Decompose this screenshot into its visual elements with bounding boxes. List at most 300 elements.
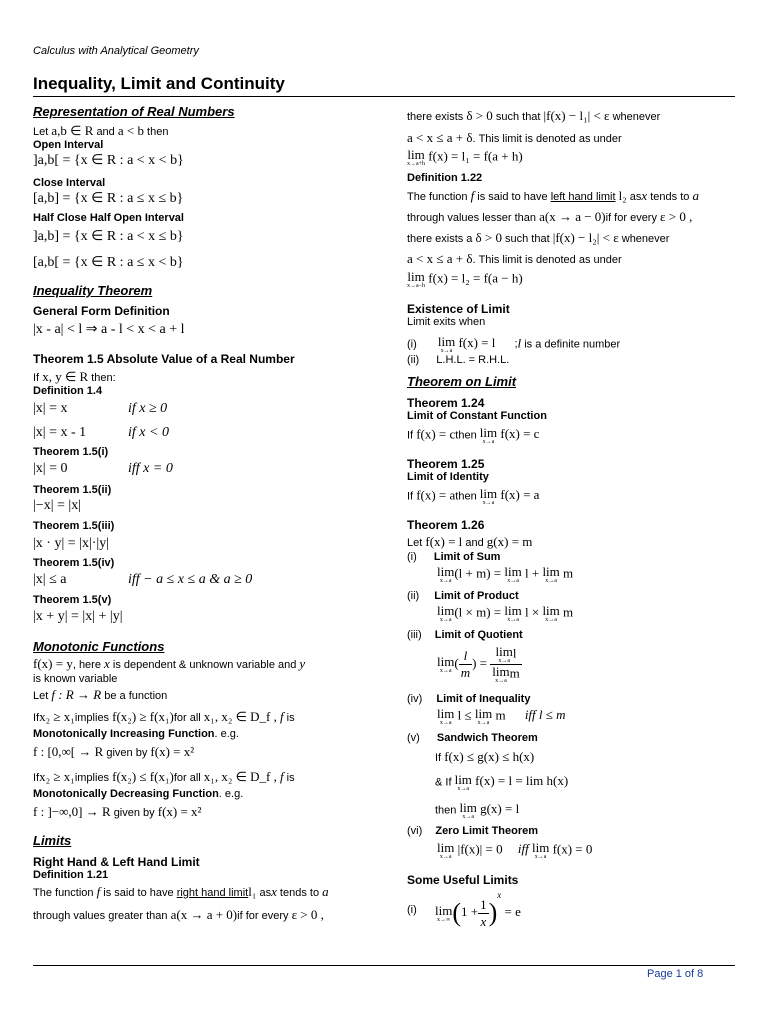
text: is said to have xyxy=(477,191,548,203)
t126-v-label xyxy=(407,732,538,744)
math: f(x) = l = lim h(x) xyxy=(475,773,569,789)
cont-line-4 xyxy=(407,188,699,204)
sandwich-line-1 xyxy=(435,749,534,765)
lim-word: lim xyxy=(479,486,498,501)
math: f xyxy=(96,884,101,899)
fraction xyxy=(459,648,472,681)
text: The function xyxy=(33,887,94,899)
theorem-1-5-iii: Theorem 1.5(iii) xyxy=(33,520,115,532)
text: then xyxy=(147,126,169,138)
math: a < x ≤ a + δ xyxy=(407,130,473,145)
cont-line-2 xyxy=(407,130,622,146)
lim-sub: x→a xyxy=(498,658,510,664)
text: given by xyxy=(113,807,155,819)
text: is dependent & unknown variable and xyxy=(112,659,297,671)
underlined-text: left hand limit xyxy=(550,191,616,203)
lim xyxy=(542,604,559,623)
section-monotonic: Monotonic Functions xyxy=(33,639,165,654)
text: Let xyxy=(33,690,49,702)
item-label: (vi) xyxy=(407,825,423,837)
t15v-math: |x + y| = |x| + |y| xyxy=(33,609,123,624)
text: L.H.L. = R.H.L. xyxy=(436,354,510,366)
lim-word: lim xyxy=(459,800,477,815)
math: m xyxy=(563,565,574,581)
t126-i-label xyxy=(407,551,500,563)
math: iff xyxy=(517,841,529,857)
theorem-1-5-v: Theorem 1.5(v) xyxy=(33,594,112,606)
monotonic-line-4 xyxy=(33,709,295,725)
section-inequality: Inequality Theorem xyxy=(33,283,153,298)
math: f : [0,∞[ → R xyxy=(33,744,104,759)
lim-sub: x→a xyxy=(507,617,519,623)
page-title: Inequality, Limit and Continuity xyxy=(33,74,285,93)
definition-1-4: Definition 1.4 xyxy=(33,385,103,397)
text: . This limit is denoted as under xyxy=(472,254,622,266)
lim-word: lim xyxy=(495,644,513,659)
text: If xyxy=(407,490,414,503)
def14-a-cond: if x ≥ 0 xyxy=(128,401,168,416)
math: f(x) = a xyxy=(500,487,540,503)
monotonic-line-6 xyxy=(33,744,194,760)
def14-b-cond: if x < 0 xyxy=(128,425,169,440)
close-paren: ) xyxy=(488,898,498,928)
math: f(x) = a xyxy=(416,487,456,503)
text: as xyxy=(629,191,642,203)
text: & If xyxy=(435,776,452,789)
theorem-1-5-ii: Theorem 1.5(ii) xyxy=(33,484,112,496)
monotonic-line-7 xyxy=(33,769,295,785)
math: f : R → R xyxy=(51,687,102,702)
t125-sub: Limit of Identity xyxy=(407,471,489,483)
underlined-text: right hand limit xyxy=(176,887,249,899)
item-label: (iv) xyxy=(407,693,423,705)
t126-ii-label xyxy=(407,590,519,602)
lim-sub: x→a xyxy=(495,678,507,684)
text: if for every xyxy=(605,212,657,224)
half-interval-math-2: [a,b[ = {x ∈ R : a ≤ x < b} xyxy=(33,255,184,270)
left-hand-limit-formula xyxy=(407,270,523,289)
t125-line xyxy=(407,487,539,506)
lim-word: lim xyxy=(542,564,560,579)
lim-expr xyxy=(459,800,520,820)
lim xyxy=(438,335,455,354)
text: there exists a xyxy=(407,233,473,245)
math: = e xyxy=(504,904,521,919)
theorem-1-5-label: Theorem 1.5 Absolute Value of a Real Number xyxy=(33,352,295,366)
lim-expr xyxy=(454,772,569,792)
text: If xyxy=(33,772,40,784)
math: x₁, x₂ ∈ D_f , xyxy=(203,769,277,784)
lim-sub: x→a xyxy=(440,348,453,354)
text: then xyxy=(455,490,477,503)
lim-sub: x→a xyxy=(477,720,490,726)
lim-word: lim xyxy=(437,706,455,721)
item-label: (v) xyxy=(407,732,420,744)
text: tends to xyxy=(279,887,320,899)
lim xyxy=(437,604,454,623)
math: 1 + xyxy=(461,904,479,919)
running-header: Calculus with Analytical Geometry xyxy=(33,45,199,57)
text: and xyxy=(465,537,484,549)
existence-heading: Existence of Limit xyxy=(407,302,510,316)
limit-of-quotient-formula xyxy=(437,645,522,684)
lim-sub: x→a xyxy=(534,854,547,860)
limits-line-1 xyxy=(33,884,329,900)
if-line xyxy=(33,369,116,385)
lim-expr xyxy=(479,486,540,506)
text: such that xyxy=(505,233,550,245)
lim-word: lim xyxy=(437,334,456,349)
text: given by xyxy=(106,747,148,759)
lim xyxy=(455,773,472,792)
t15iii-math: |x · y| = |x|·|y| xyxy=(33,536,110,551)
math: x xyxy=(271,884,277,899)
lim-word: lim xyxy=(504,564,522,579)
monotonic-line-5 xyxy=(33,728,239,740)
math: f xyxy=(470,188,475,203)
cont-line-7 xyxy=(407,251,622,267)
lim-sub: x→a xyxy=(439,668,452,674)
math: (l + m) = xyxy=(454,565,502,581)
e-limit-formula xyxy=(435,890,521,930)
text: as xyxy=(259,887,272,899)
limits-line-2 xyxy=(33,907,324,923)
title-rule xyxy=(33,96,735,97)
math: m xyxy=(563,604,574,620)
text: Let xyxy=(33,126,49,138)
lim-sub: x→a xyxy=(507,578,519,584)
useful-limits-heading: Some Useful Limits xyxy=(407,873,519,887)
existence-ii xyxy=(407,354,509,366)
lim xyxy=(532,841,549,860)
monotonic-line-8 xyxy=(33,788,243,800)
text: is xyxy=(286,712,295,724)
sandwich-line-3 xyxy=(435,801,519,820)
denominator: m xyxy=(460,665,471,680)
lim-word: lim xyxy=(437,603,455,618)
math: f(x) = 0 xyxy=(552,841,593,857)
text: such that xyxy=(495,111,541,123)
definition-1-22: Definition 1.22 xyxy=(407,172,483,184)
text: through values lesser than xyxy=(407,212,537,224)
monotonic-line-2: is known variable xyxy=(33,673,118,685)
definition-1-21: Definition 1.21 xyxy=(33,869,109,881)
half-interval-math-1: ]a,b] = {x ∈ R : a < x ≤ b} xyxy=(33,229,184,244)
math: g(x) = m xyxy=(486,534,533,549)
close-interval-math: [a,b] = {x ∈ R : a ≤ x ≤ b} xyxy=(33,191,184,206)
text: tends to xyxy=(650,191,690,203)
math: f(x) = l₂ = f(a − h) xyxy=(428,270,523,286)
text: The function xyxy=(407,191,468,203)
item-name: Sandwich Theorem xyxy=(436,732,538,744)
lim-word: lim xyxy=(531,840,550,855)
item-label: (iii) xyxy=(407,629,422,641)
text: whenever xyxy=(612,111,661,123)
monotonic-line-3 xyxy=(33,687,167,703)
exponent: x xyxy=(497,890,502,900)
text: is said to have xyxy=(103,887,174,899)
math: l₂ xyxy=(618,188,627,203)
math: f xyxy=(279,709,284,724)
theorem-1-5-i: Theorem 1.5(i) xyxy=(33,446,109,458)
item-name: Zero Limit Theorem xyxy=(435,825,539,837)
right-hand-limit-formula xyxy=(407,148,523,167)
math: f(x) = x² xyxy=(150,744,195,759)
t126-let-line xyxy=(407,534,532,550)
lim-sub: x→a xyxy=(482,439,495,445)
text: be a function xyxy=(104,690,168,702)
math: f(x) = l₁ = f(a + h) xyxy=(428,148,523,164)
math: a,b ∈ R xyxy=(51,123,94,138)
close-interval-label: Close Interval xyxy=(33,177,106,189)
lim xyxy=(437,565,454,584)
math: δ > 0 xyxy=(475,230,502,245)
t124-sub: Limit of Constant Function xyxy=(407,410,547,422)
math: l ≤ xyxy=(457,707,472,723)
text: If xyxy=(33,712,40,724)
math: y xyxy=(299,656,306,671)
math: l × xyxy=(524,604,540,620)
math: x xyxy=(641,188,648,203)
math: f(x) = c xyxy=(416,426,456,442)
denominator: x xyxy=(480,913,487,929)
def14-b: |x| = x - 1 xyxy=(33,425,87,440)
half-interval-label: Half Close Half Open Interval xyxy=(33,212,184,224)
lim-sub: x→a xyxy=(545,578,557,584)
text: then xyxy=(455,429,477,442)
lim-sub: x→a xyxy=(439,617,452,623)
math: x₁, x₂ ∈ D_f , xyxy=(203,709,277,724)
lim-word: lim xyxy=(474,706,493,721)
lim-word: lim xyxy=(437,564,455,579)
lim xyxy=(407,270,425,289)
lim xyxy=(437,707,454,726)
item-name: Limit of Inequality xyxy=(436,693,531,705)
let-line xyxy=(33,123,168,139)
lim xyxy=(480,487,497,506)
item-name: Limit of Quotient xyxy=(434,629,523,641)
math: l xyxy=(517,335,522,351)
math: |f(x) − l₁| < ε xyxy=(543,108,610,123)
lim-expr xyxy=(479,425,540,445)
math: a(x → a + 0) xyxy=(170,907,238,922)
monotonic-line-1 xyxy=(33,656,305,672)
math: l xyxy=(512,645,517,661)
text: . This limit is denoted as under xyxy=(472,133,622,145)
useful-i-label: (i) xyxy=(407,904,417,916)
math: a(x → a − 0) xyxy=(539,209,606,224)
lim-word: lim xyxy=(492,664,510,679)
lim-word: lim xyxy=(504,603,522,618)
lim-sub: x→a−h xyxy=(407,283,426,289)
limit-of-product-formula xyxy=(437,604,573,623)
text: through values greater than xyxy=(33,910,168,922)
math: f(x) ≤ g(x) ≤ h(x) xyxy=(444,749,535,764)
general-form-label: General Form Definition xyxy=(33,304,170,318)
numerator: l xyxy=(459,648,472,665)
math: a < x ≤ a + δ xyxy=(407,251,473,266)
lim-sub: x→a+h xyxy=(407,161,426,167)
lim xyxy=(480,426,497,445)
math: a < b xyxy=(117,123,144,138)
lim-word: lim xyxy=(479,425,498,440)
fraction xyxy=(490,645,521,684)
lim-word: lim xyxy=(454,772,472,787)
lim xyxy=(492,665,509,684)
lim-sub: x→a xyxy=(439,720,452,726)
math: f(x) = c xyxy=(500,426,540,442)
math: f(x) = x² xyxy=(157,804,202,819)
t15ii-math: |−x| = |x| xyxy=(33,498,82,513)
bold-text: Monotonically Increasing Function xyxy=(33,728,215,740)
section-limits: Limits xyxy=(33,833,72,848)
lim-word: lim xyxy=(435,902,453,918)
math: m xyxy=(509,665,520,681)
text: implies xyxy=(74,772,110,784)
rhlh-label: Right Hand & Left Hand Limit xyxy=(33,855,200,869)
existence-sub: Limit exits when xyxy=(407,316,486,328)
lim-sub: x→∞ xyxy=(437,916,451,923)
lim-word: lim xyxy=(407,147,425,162)
lim-sub: x→a xyxy=(545,617,557,623)
footer-rule xyxy=(33,965,735,966)
math: (l × m) = xyxy=(454,604,502,620)
lim-sub: x→a xyxy=(457,786,470,792)
lim xyxy=(496,645,513,664)
limit-of-sum-formula xyxy=(437,565,573,584)
t15iv-cond: iff − a ≤ x ≤ a & a ≥ 0 xyxy=(128,572,253,587)
t126-vi-label xyxy=(407,825,538,837)
lim-sub: x→a xyxy=(482,500,495,506)
text: If xyxy=(435,752,442,764)
math: a xyxy=(692,188,699,203)
page-number: Page 1 of 8 xyxy=(647,968,704,980)
monotonic-line-9 xyxy=(33,804,201,820)
text: there exists xyxy=(407,111,464,123)
lim xyxy=(504,604,521,623)
lim-sub: x→a xyxy=(439,578,452,584)
lim xyxy=(475,707,492,726)
cont-line-5 xyxy=(407,209,692,225)
math: ε > 0 , xyxy=(660,209,693,224)
math: f(x) = y xyxy=(33,656,73,671)
lim xyxy=(437,655,454,674)
math: x₂ ≥ x₁ xyxy=(39,709,75,724)
lim-sub: x→a xyxy=(462,814,474,820)
math: iff l ≤ m xyxy=(524,707,566,723)
lim-expr xyxy=(437,334,496,354)
t15iv-math: |x| ≤ a xyxy=(33,572,67,587)
math: l + xyxy=(524,565,540,581)
open-interval-math: ]a,b[ = {x ∈ R : a < x < b} xyxy=(33,153,184,168)
lim xyxy=(437,841,454,860)
t15i-cond: iff x = 0 xyxy=(128,461,173,476)
math: |f(x) − l₂| < ε xyxy=(552,230,619,245)
cont-line-1 xyxy=(407,108,660,124)
text: Let xyxy=(407,537,423,549)
math: x₂ ≥ x₁ xyxy=(39,769,75,784)
text: . e.g. xyxy=(218,788,244,800)
theorem-1-25: Theorem 1.25 xyxy=(407,457,485,471)
math: f(x₂) ≤ f(x₁) xyxy=(112,769,174,784)
text: for all xyxy=(173,712,201,724)
text: then: xyxy=(91,372,116,384)
math: f : ]−∞,0] → R xyxy=(33,804,111,819)
math: a xyxy=(322,884,329,899)
zero-limit-formula xyxy=(437,841,592,860)
bold-text: Monotonically Decreasing Function xyxy=(33,788,219,800)
limit-of-inequality-formula xyxy=(437,707,566,726)
t126-iv-label xyxy=(407,693,530,705)
existence-i xyxy=(407,335,620,354)
lim xyxy=(504,565,521,584)
def14-a: |x| = x xyxy=(33,401,68,416)
math: l₁ xyxy=(248,884,257,899)
section-theorem-limit: Theorem on Limit xyxy=(407,374,517,389)
numerator: 1 xyxy=(480,896,487,912)
text: . e.g. xyxy=(214,728,239,740)
t126-iii-label xyxy=(407,629,523,641)
general-form-math: |x - a| < l ⇒ a - l < x < a + l xyxy=(33,322,185,337)
math: f(x) = l xyxy=(458,335,496,351)
item-label: (ii) xyxy=(407,590,420,602)
text: if for every xyxy=(237,910,289,922)
math: x xyxy=(104,656,110,671)
denominator xyxy=(490,665,521,684)
lim-word: lim xyxy=(407,269,425,284)
lim-word: lim xyxy=(437,654,455,669)
item-label: (i) xyxy=(407,338,417,351)
math: f xyxy=(279,769,284,784)
separator: ; xyxy=(514,338,518,351)
theorem-1-5-iv: Theorem 1.5(iv) xyxy=(33,557,115,569)
item-label: (i) xyxy=(407,551,417,563)
math: |f(x)| = 0 xyxy=(457,841,503,857)
lim xyxy=(542,565,559,584)
text: is a definite number xyxy=(524,338,621,351)
math: ε > 0 , xyxy=(291,907,324,922)
open-interval-label: Open Interval xyxy=(33,139,104,151)
math: x, y ∈ R xyxy=(42,369,89,384)
section-real-numbers: Representation of Real Numbers xyxy=(33,104,235,119)
math: f(x₂) ≥ f(x₁) xyxy=(112,709,174,724)
text: then xyxy=(435,804,457,817)
text: whenever xyxy=(621,233,670,245)
lim-word: lim xyxy=(437,840,455,855)
item-label: (ii) xyxy=(407,354,420,366)
fraction xyxy=(478,897,489,930)
lim xyxy=(459,801,476,820)
text: for all xyxy=(173,772,201,784)
lim xyxy=(435,904,452,923)
math: f(x) = l xyxy=(425,534,463,549)
theorem-1-26: Theorem 1.26 xyxy=(407,518,485,532)
text: is xyxy=(286,772,295,784)
lim-word: lim xyxy=(542,603,560,618)
cont-line-6 xyxy=(407,230,669,246)
text: implies xyxy=(74,712,110,724)
math: ) = xyxy=(472,655,487,671)
open-paren: ( xyxy=(454,655,459,671)
text: , here xyxy=(72,659,101,671)
open-paren: ( xyxy=(452,898,462,928)
lim xyxy=(407,148,425,167)
item-name: Limit of Sum xyxy=(433,551,501,563)
numerator xyxy=(490,645,521,665)
t15i-math: |x| = 0 xyxy=(33,461,68,476)
math: g(x) = l xyxy=(480,801,520,817)
item-name: Limit of Product xyxy=(434,590,519,602)
